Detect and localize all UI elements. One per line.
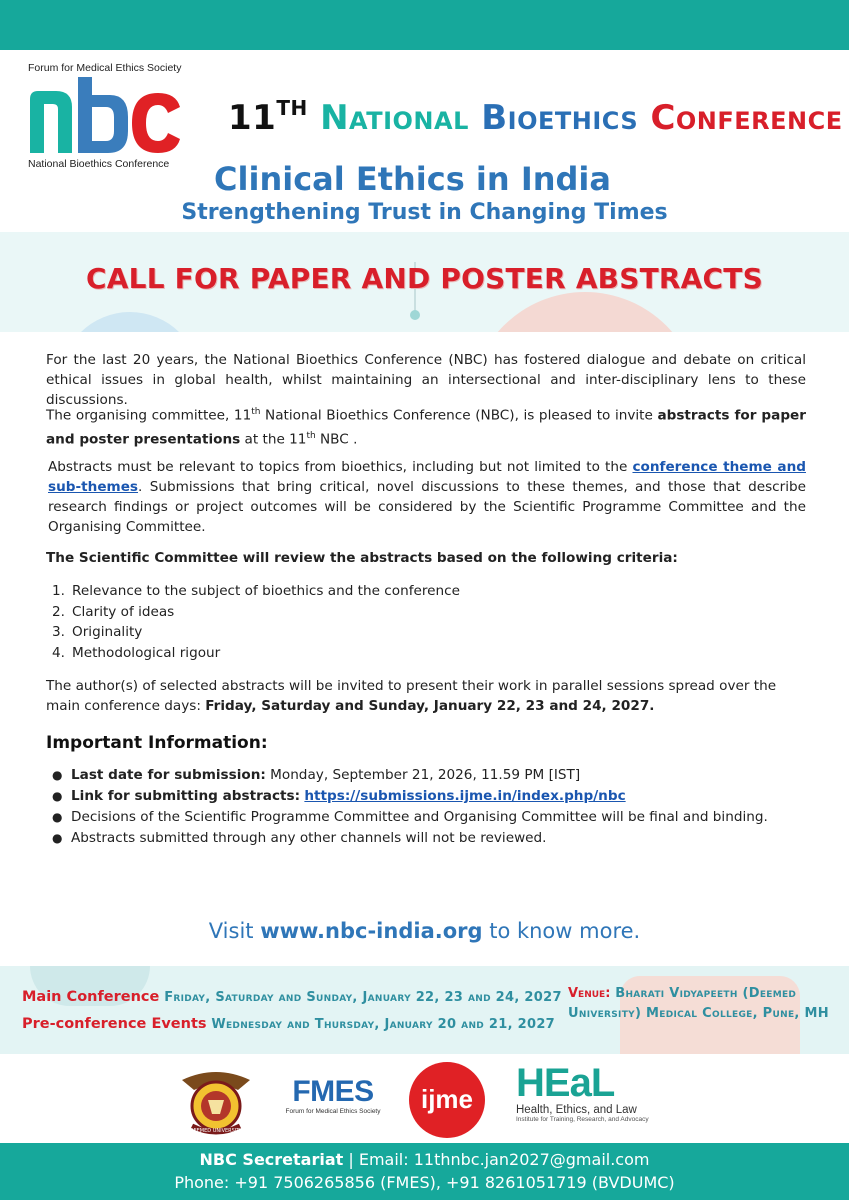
list-item: ● Last date for submission: Monday, September 21, 2026, 11.59 PM [IST]	[52, 767, 581, 783]
fmes-logo: FMES Forum for Medical Ethics Society	[285, 1075, 381, 1115]
university-emblem-icon	[176, 1060, 256, 1140]
ijme-logo: ijme	[409, 1062, 485, 1138]
pre-conference-dates: Pre-conference Events Wednesday and Thursday, January 20 and 21, 2027	[22, 1016, 556, 1032]
list-item: 2. Clarity of ideas	[52, 603, 175, 620]
nbc-letters-icon	[28, 77, 182, 157]
footer-contact-bar	[0, 1143, 849, 1200]
list-item: 3. Originality	[52, 624, 143, 640]
call-for-abstracts-title: CALL FOR PAPER AND POSTER ABSTRACTS	[86, 262, 763, 295]
edition-number: 11TH	[228, 96, 308, 138]
theme-title: Clinical Ethics in India	[214, 160, 611, 198]
visit-website-line: Visit www.nbc-india.org to know more.	[208, 919, 641, 943]
bharati-vidyapeeth-logo	[176, 1060, 256, 1144]
list-item: 4. Methodological rigour	[52, 644, 221, 661]
presentation-paragraph: The author(s) of selected abstracts will be invited to present their work in parallel sessions spread over the main conference days: Friday, Saturday and Sunday, January 22, 23 and 24, 2027.	[46, 678, 777, 714]
criteria-list	[52, 581, 752, 663]
submission-link[interactable]: https://submissions.ijme.in/index.php/nbc	[304, 788, 626, 804]
conference-theme-link[interactable]: conference theme and sub-themes	[48, 459, 806, 495]
nbc-logo	[28, 62, 188, 174]
invitation-paragraph: The organising committee, 11th National Bioethics Conference (NBC), is pleased to invite abstracts for paper and poster presentations at the 11th NBC .	[46, 407, 806, 448]
title-word-conference: Conference	[650, 98, 843, 138]
list-item: 1. Relevance to the subject of bioethics and the conference	[52, 583, 460, 599]
important-info-list	[52, 765, 812, 849]
title-word-bioethics: Bioethics	[481, 98, 639, 138]
important-info-heading: Important Information:	[46, 733, 268, 753]
top-color-bar	[0, 0, 849, 50]
heal-logo: HEaL Health, Ethics, and Law Institute for Training, Research, and Advocacy	[516, 1061, 649, 1123]
secretariat-email-line: NBC Secretariat | Email: 11thnbc.jan2027@gmail.com	[199, 1150, 650, 1169]
relevance-paragraph: Abstracts must be relevant to topics from bioethics, including but not limited to the conference theme and sub-themes. Submissions that bring critical, novel discussions to these themes, and those that describe research findings or project outcomes will be considered by the Scientific Programme Committee and the Organising Committee.	[48, 459, 806, 535]
theme-subtitle: Strengthening Trust in Changing Times	[181, 200, 668, 225]
svg-text:DEEMED UNIVERSITY: DEEMED UNIVERSITY	[189, 1128, 243, 1134]
website-link[interactable]: www.nbc-india.org	[260, 919, 483, 943]
conference-title	[228, 96, 843, 138]
decorative-dot	[410, 310, 420, 320]
decorative-circle	[60, 312, 200, 332]
main-conference-dates: Main Conference Friday, Saturday and Sunday, January 22, 23 and 24, 2027	[22, 989, 562, 1005]
list-item: ● Decisions of the Scientific Programme Committee and Organising Committee will be final and binding.	[52, 809, 768, 825]
partner-logos	[0, 1056, 849, 1144]
list-item: ● Abstracts submitted through any other channels will not be reviewed.	[52, 830, 547, 846]
criteria-heading: The Scientific Committee will review the abstracts based on the following criteria:	[46, 550, 678, 566]
decorative-circle	[470, 292, 700, 332]
title-word-national: National	[320, 98, 469, 138]
venue-info: Venue: Bharati Vidyapeeth (Deemed University) Medical College, Pune, MH	[568, 986, 829, 1021]
logo-bottom-text: National Bioethics Conference	[28, 158, 170, 170]
list-item: ● Link for submitting abstracts: https://submissions.ijme.in/index.php/nbc	[52, 788, 626, 804]
intro-paragraph: For the last 20 years, the National Bioethics Conference (NBC) has fostered dialogue and debate on critical ethical issues in global health, whilst maintaining an intersectional and inter-disciplinary lens to these discussions.	[46, 352, 806, 408]
contact-phone: Phone: +91 7506265856 (FMES), +91 8261051719 (BVDUMC)	[174, 1173, 675, 1192]
logo-top-text: Forum for Medical Ethics Society	[28, 62, 182, 74]
contact-email: Email: 11thnbc.jan2027@gmail.com	[358, 1150, 650, 1169]
